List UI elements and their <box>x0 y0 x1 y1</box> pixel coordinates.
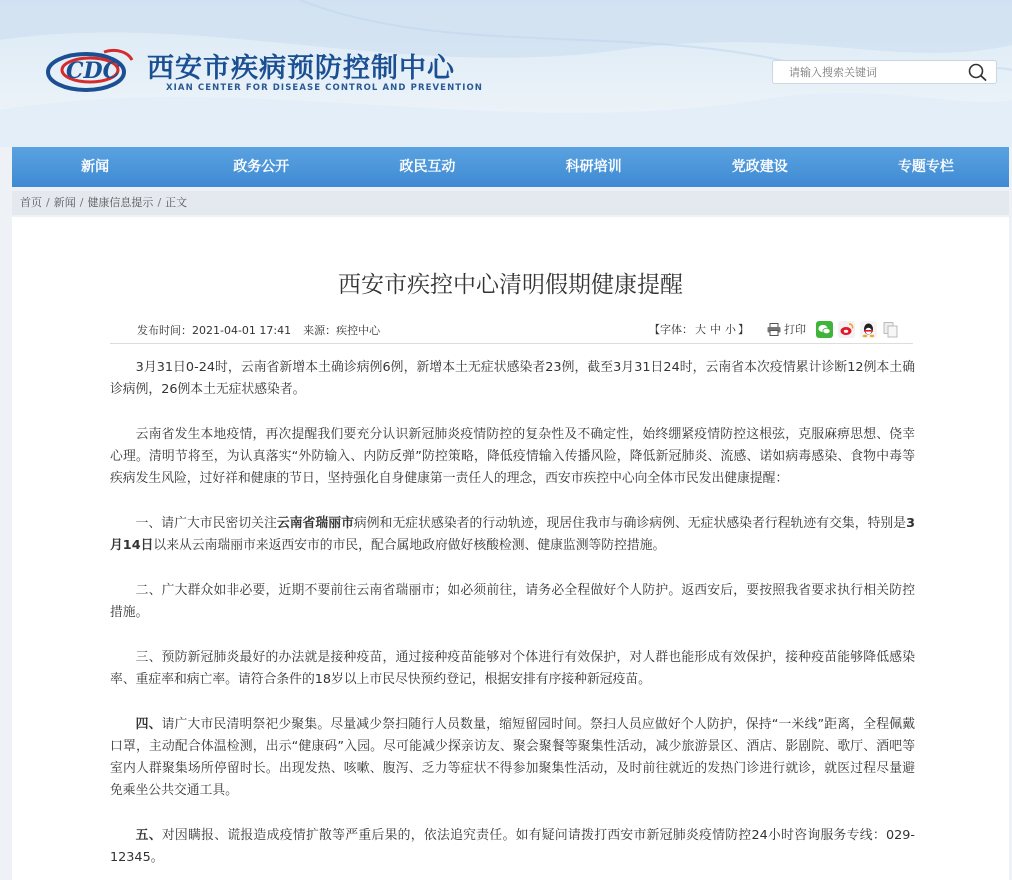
emphasis-text: 3月14日 <box>110 516 916 553</box>
paragraph-text: 病例和无症状感染者的行动轨迹，现居住我市与确诊病例、无症状感染者行程轨迹有交集，特别是 <box>353 516 907 531</box>
breadcrumb-separator: / <box>79 196 84 209</box>
print-label: 打印 <box>784 323 806 336</box>
meta-divider <box>110 343 913 344</box>
font-size-large[interactable]: 大 <box>695 323 706 336</box>
publish-time: 2021-04-01 17:41 <box>192 324 292 337</box>
paragraph-text: 云南省发生本地疫情，再次提醒我们要充分认识新冠肺炎疫情防控的复杂性及不确定性，始终绷紧疫情防控这根弦，克服麻痹思想、侥幸心理。清明节将至，为认真落实“外防输入、内防反弹”防控策略，降低疫情输入传播风险，降低新冠肺炎、流感、诺如病毒感染、食物中毒等疾病发生风险，过好祥和健康的节日，坚持强化自身健康第一责任人的理念，西安市疾控中心向全体市民发出健康提醒： <box>110 427 915 486</box>
site-subtitle: XIAN CENTER FOR DISEASE CONTROL AND PREVENTION <box>166 83 483 93</box>
breadcrumb-news[interactable]: 新闻 <box>53 196 76 209</box>
article-body <box>110 357 915 880</box>
article-title: 西安市疾控中心清明假期健康提醒 <box>338 272 683 298</box>
paragraph-text: 三、预防新冠肺炎最好的办法就是接种疫苗，通过接种疫苗能够对个体进行有效保护，对人群也能形成有效保护，接种疫苗能够降低感染率、重症率和病亡率。请符合条件的18岁以上市民尽快预约登记，根据安排有序接种新冠疫苗。 <box>110 650 915 687</box>
font-size-medium[interactable]: 中 <box>710 323 721 336</box>
emphasis-text: 云南省瑞丽市 <box>276 516 354 531</box>
print-button[interactable] <box>767 321 806 337</box>
article-paragraph <box>110 513 915 557</box>
breadcrumb-current: 正文 <box>165 196 188 209</box>
paragraph-text: 二、广大群众如非必要，近期不要前往云南省瑞丽市；如必须前往，请务必全程做好个人防护。返西安后，要按照我省要求执行相关防控措施。 <box>110 583 915 620</box>
article-tools <box>649 320 899 338</box>
nav-item-special-topics[interactable]: 专题专栏 <box>897 159 954 175</box>
paragraph-text: 3月31日0-24时，云南省新增本土确诊病例6例，新增本土无症状感染者23例，截至3月31日24时，云南省本次疫情累计诊断12例本土确诊病例，26例本土无症状感染者。 <box>110 360 915 397</box>
paragraph-text: 对因瞒报、谎报造成疫情扩散等严重后果的，依法追究责任。如有疑问请拨打西安市新冠肺炎疫情防控24小时咨询服务专线：029-12345。 <box>110 828 916 865</box>
article-meta <box>137 322 380 338</box>
article-paragraph <box>110 825 915 869</box>
font-size-small[interactable]: 小 <box>725 323 736 336</box>
publish-time-label: 发布时间： <box>137 324 192 337</box>
emphasis-text: 四、 <box>135 717 162 732</box>
main-nav <box>12 147 1009 187</box>
nav-item-government-affairs[interactable]: 政务公开 <box>233 159 290 175</box>
article-paragraph <box>110 647 915 691</box>
wechat-icon[interactable] <box>816 321 833 338</box>
search-icon[interactable] <box>966 62 988 82</box>
nav-item-research-training[interactable]: 科研培训 <box>565 159 622 175</box>
copy-icon[interactable] <box>882 321 899 338</box>
article-paragraph <box>110 714 915 802</box>
cdc-logo[interactable] <box>44 44 136 96</box>
nav-item-public-interaction[interactable]: 政民互动 <box>399 159 456 175</box>
source-value: 疾控中心 <box>336 324 381 337</box>
search-input[interactable] <box>773 61 963 83</box>
site-title: 西安市疾病预防控制中心 <box>147 53 455 84</box>
paragraph-text: 以来从云南瑞丽市来返西安市的市民，配合属地政府做好核酸检测、健康监测等防控措施。 <box>153 538 666 553</box>
paragraph-text: 请广大市民清明祭祀少聚集。尽量减少祭扫随行人员数量，缩短留园时间。祭扫人员应做好个人防护，保持“一米线”距离，全程佩戴口罩，主动配合体温检测，出示“健康码”入园。尽可能减少探亲访友、聚会聚餐等聚集性活动，减少旅游景区、酒店、影剧院、歌厅、酒吧等室内人群聚集场所停留时长。出现发热、咳嗽、腹泻、乏力等症状不得参加聚集性活动，及时前往就近的发热门诊进行就诊，就医过程尽量避免乘坐公共交通工具。 <box>110 717 915 798</box>
qq-icon[interactable] <box>860 321 877 338</box>
paragraph-text: 一、请广大市民密切关注 <box>135 516 277 531</box>
nav-item-news[interactable]: 新闻 <box>81 159 110 175</box>
nav-item-party-building[interactable]: 党政建设 <box>731 159 788 175</box>
search-box <box>772 60 997 84</box>
article-paragraph <box>110 580 915 624</box>
article-paragraph <box>110 357 915 401</box>
breadcrumb-separator: / <box>157 196 162 209</box>
font-size-label-close: 】 <box>738 323 749 336</box>
emphasis-text: 五、 <box>135 828 162 843</box>
breadcrumb <box>12 191 1009 215</box>
logo-lettering: CDC <box>66 58 121 84</box>
source-label: 来源： <box>303 324 337 337</box>
breadcrumb-home[interactable]: 首页 <box>20 196 42 209</box>
site-header <box>0 0 1012 147</box>
printer-icon <box>767 323 781 336</box>
breadcrumb-separator: / <box>46 196 50 209</box>
weibo-icon[interactable] <box>838 321 855 338</box>
article-container <box>12 217 1009 880</box>
article-paragraph <box>110 424 915 490</box>
breadcrumb-health-info[interactable]: 健康信息提示 <box>87 196 154 209</box>
font-size-label: 【字体： <box>649 323 693 336</box>
